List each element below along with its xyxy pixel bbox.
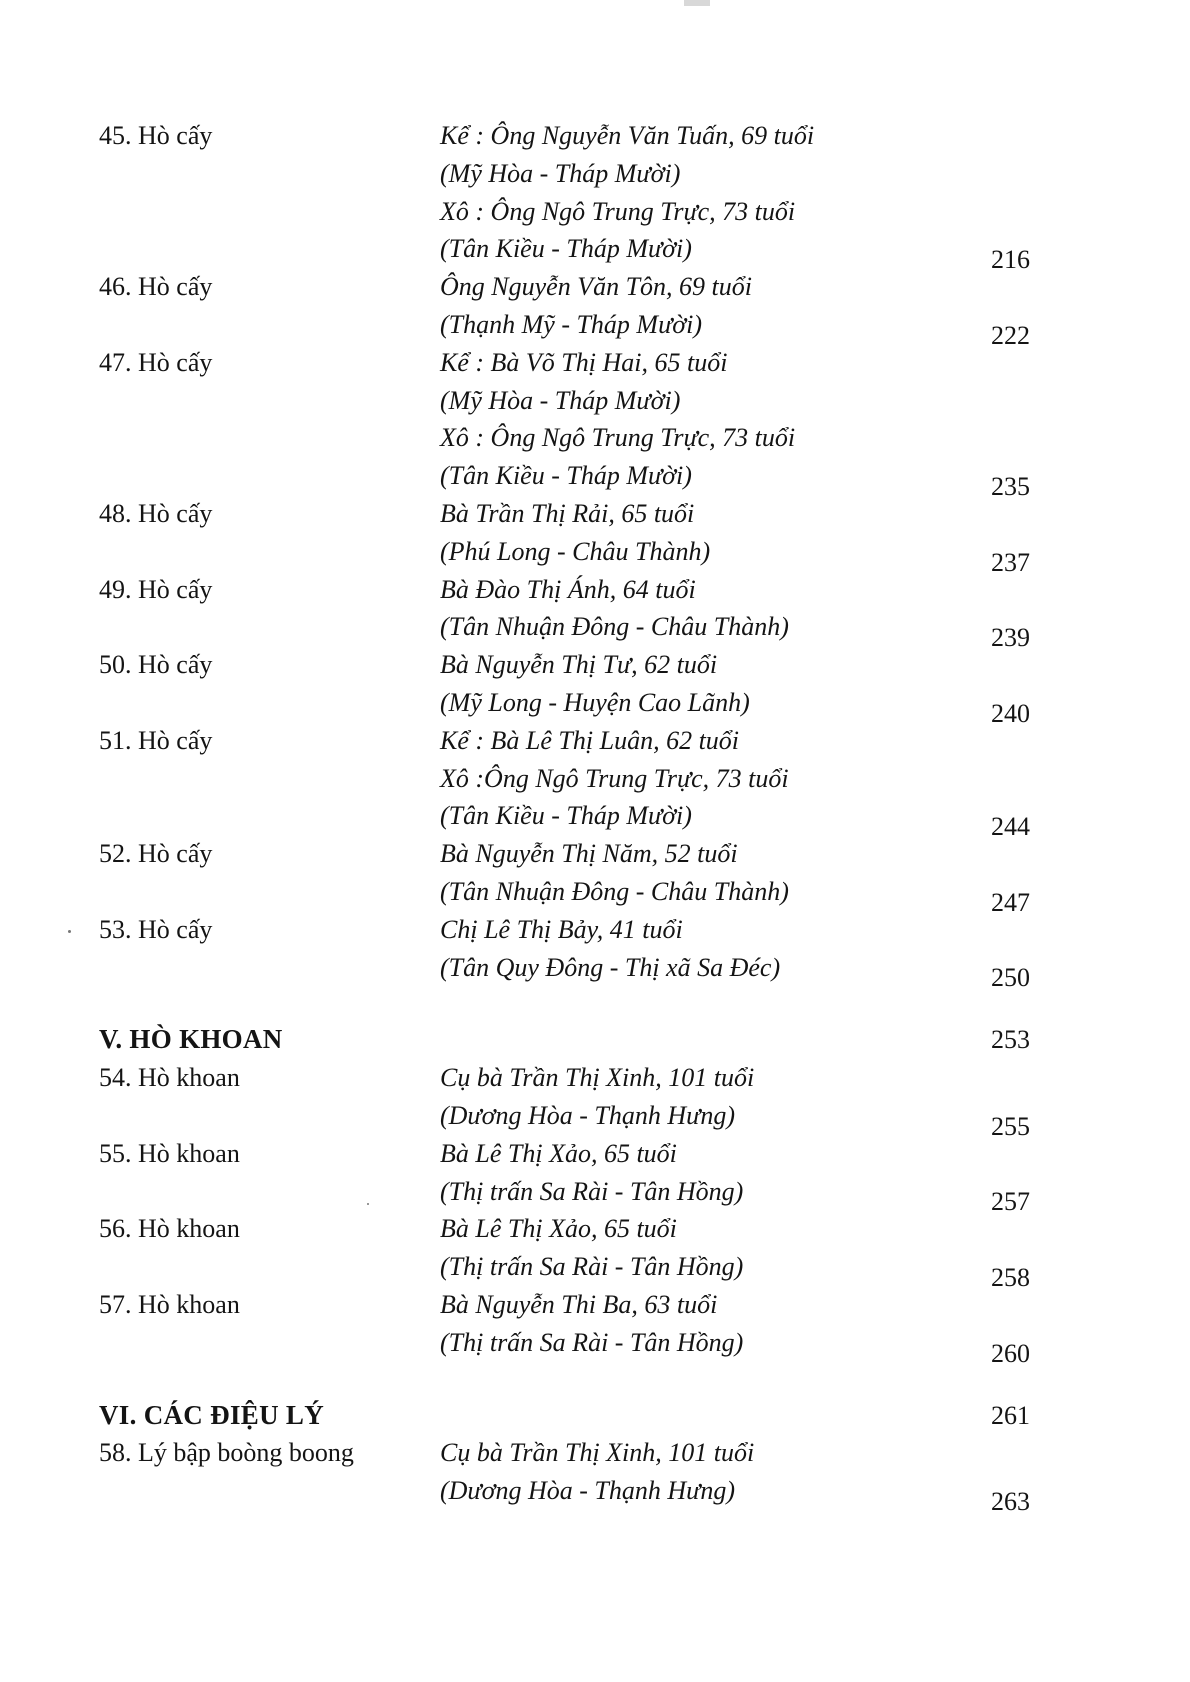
section-title: VI. CÁC ĐIỆU LÝ bbox=[99, 1399, 325, 1430]
toc-entry-title: 54. Hò khoan bbox=[99, 1063, 240, 1093]
section-page-number: 253 bbox=[991, 1025, 1030, 1055]
toc-entry-line bbox=[0, 344, 1190, 382]
toc-entry-line bbox=[0, 495, 1190, 533]
toc-entry-line bbox=[0, 722, 1190, 760]
toc-entry-informant: (Phú Long - Châu Thành) bbox=[440, 536, 711, 566]
toc-entry-title: 46. Hò cấy bbox=[99, 272, 213, 302]
toc-entry-line bbox=[0, 835, 1190, 873]
toc-entry-informant: (Thị trấn Sa Rài - Tân Hồng) bbox=[440, 1176, 744, 1206]
toc-entry bbox=[0, 911, 1190, 993]
toc-entry-page-number: 239 bbox=[991, 623, 1030, 653]
toc-entry-informant: (Tân Nhuận Đông - Châu Thành) bbox=[440, 876, 789, 906]
toc-entry-informant: Xô : Ông Ngô Trung Trực, 73 tuổi bbox=[440, 196, 796, 226]
toc-entry-page-number: 258 bbox=[991, 1262, 1030, 1292]
toc-entry bbox=[0, 344, 1190, 501]
toc-entry-line bbox=[0, 911, 1190, 949]
toc-entry-informant: Xô : Ông Ngô Trung Trực, 73 tuổi bbox=[440, 423, 796, 453]
toc-entry-title: 51. Hò cấy bbox=[99, 725, 213, 755]
page-top-mark bbox=[684, 0, 710, 6]
toc-entry-title: 47. Hò cấy bbox=[99, 347, 213, 377]
toc-entry-informant: Cụ bà Trần Thị Xinh, 101 tuổi bbox=[440, 1063, 755, 1093]
toc-entry-page-number: 216 bbox=[991, 245, 1030, 275]
toc-entry-title: 48. Hò cấy bbox=[99, 498, 213, 528]
toc-entry-title: 49. Hò cấy bbox=[99, 574, 213, 604]
toc-entry-line bbox=[0, 382, 1190, 420]
toc-entry-informant: Bà Nguyễn Thi Ba, 63 tuổi bbox=[440, 1289, 718, 1319]
toc-entry-informant: (Mỹ Hòa - Tháp Mười) bbox=[440, 385, 681, 415]
table-of-contents bbox=[0, 117, 1190, 1516]
toc-entry-informant: Chị Lê Thị Bảy, 41 tuổi bbox=[440, 914, 683, 944]
toc-entry bbox=[0, 1434, 1190, 1516]
toc-entry-page-number: 247 bbox=[991, 887, 1030, 917]
toc-entry-informant: Ông Nguyễn Văn Tôn, 69 tuổi bbox=[440, 272, 752, 302]
toc-entry-informant: Kể : Bà Lê Thị Luân, 62 tuổi bbox=[440, 725, 740, 755]
toc-entry-informant: (Mỹ Hòa - Tháp Mười) bbox=[440, 158, 681, 188]
toc-entry-line bbox=[0, 268, 1190, 306]
section-page-number: 261 bbox=[991, 1400, 1030, 1430]
toc-entry-line bbox=[0, 117, 1190, 155]
toc-entry-informant: Kể : Bà Võ Thị Hai, 65 tuổi bbox=[440, 347, 728, 377]
toc-entry-informant: (Tân Kiều - Tháp Mười) bbox=[440, 801, 692, 831]
toc-entry-informant: Bà Lê Thị Xảo, 65 tuổi bbox=[440, 1214, 677, 1244]
toc-entry bbox=[0, 1286, 1190, 1368]
toc-entry-informant: (Thị trấn Sa Rài - Tân Hồng) bbox=[440, 1252, 744, 1282]
toc-entry bbox=[0, 268, 1190, 350]
toc-entry-title: 55. Hò khoan bbox=[99, 1138, 240, 1168]
toc-entry bbox=[0, 1210, 1190, 1292]
toc-entry-page-number: 263 bbox=[991, 1486, 1030, 1516]
toc-entry-page-number: 255 bbox=[991, 1111, 1030, 1141]
toc-entry bbox=[0, 117, 1190, 275]
entries-hò-khoan bbox=[0, 1059, 1190, 1368]
toc-entry-page-number: 260 bbox=[991, 1338, 1030, 1368]
entries-hò-cấy bbox=[0, 117, 1190, 993]
toc-entry-informant: Xô :Ông Ngô Trung Trực, 73 tuổi bbox=[440, 763, 789, 793]
toc-entry-informant: (Thị trấn Sa Rài - Tân Hồng) bbox=[440, 1327, 744, 1357]
toc-entry-informant: Bà Trần Thị Rải, 65 tuổi bbox=[440, 498, 695, 528]
toc-entry-line bbox=[0, 155, 1190, 193]
toc-entry-informant: Bà Nguyễn Thị Năm, 52 tuổi bbox=[440, 839, 738, 869]
toc-entry-line bbox=[0, 419, 1190, 457]
toc-entry-line bbox=[0, 760, 1190, 798]
toc-entry-page-number: 237 bbox=[991, 547, 1030, 577]
toc-entry bbox=[0, 495, 1190, 577]
toc-entry-line bbox=[0, 1286, 1190, 1324]
toc-entry-line bbox=[0, 1059, 1190, 1097]
entries-các-điệu-lý bbox=[0, 1434, 1190, 1516]
toc-entry bbox=[0, 1135, 1190, 1217]
toc-entry-page-number: 244 bbox=[991, 812, 1030, 842]
toc-entry bbox=[0, 722, 1190, 842]
toc-entry-informant: (Dương Hòa - Thạnh Hưng) bbox=[440, 1100, 736, 1130]
toc-entry-informant: (Mỹ Long - Huyện Cao Lãnh) bbox=[440, 687, 750, 717]
toc-entry-title: 57. Hò khoan bbox=[99, 1289, 240, 1319]
toc-entry-page-number: 257 bbox=[991, 1187, 1030, 1217]
toc-entry-title: 52. Hò cấy bbox=[99, 839, 213, 869]
toc-entry-line bbox=[0, 1210, 1190, 1248]
section-heading-cac-dieu-ly bbox=[0, 1397, 1190, 1435]
toc-entry-informant: Bà Lê Thị Xảo, 65 tuổi bbox=[440, 1138, 677, 1168]
toc-entry-title: 58. Lý bập boòng boong bbox=[99, 1438, 354, 1468]
toc-entry-informant: (Thạnh Mỹ - Tháp Mười) bbox=[440, 309, 703, 339]
toc-entry-title: 50. Hò cấy bbox=[99, 650, 213, 680]
toc-entry-page-number: 235 bbox=[991, 471, 1030, 501]
toc-entry-informant: (Tân Quy Đông - Thị xã Sa Đéc) bbox=[440, 952, 781, 982]
toc-entry-informant: (Tân Kiều - Tháp Mười) bbox=[440, 234, 692, 264]
section-heading-ho-khoan bbox=[0, 1021, 1190, 1059]
toc-entry-informant: Bà Nguyễn Thị Tư, 62 tuổi bbox=[440, 650, 718, 680]
toc-entry-line bbox=[0, 571, 1190, 609]
toc-entry-title: 45. Hò cấy bbox=[99, 121, 213, 150]
toc-entry bbox=[0, 646, 1190, 728]
toc-entry-informant: (Dương Hòa - Thạnh Hưng) bbox=[440, 1476, 736, 1506]
toc-entry bbox=[0, 571, 1190, 653]
toc-entry-informant: (Tân Nhuận Đông - Châu Thành) bbox=[440, 612, 789, 642]
toc-entry-title: 53. Hò cấy bbox=[99, 914, 213, 944]
toc-entry-informant: Kể : Ông Nguyễn Văn Tuấn, 69 tuổi bbox=[440, 121, 815, 150]
toc-entry-informant: Cụ bà Trần Thị Xinh, 101 tuổi bbox=[440, 1438, 755, 1468]
section-title: V. HÒ KHOAN bbox=[99, 1024, 283, 1055]
toc-entry-line bbox=[0, 646, 1190, 684]
toc-entry-line bbox=[0, 1434, 1190, 1472]
toc-entry-informant: (Tân Kiều - Tháp Mười) bbox=[440, 461, 692, 491]
toc-entry-informant: Bà Đào Thị Ánh, 64 tuổi bbox=[440, 574, 696, 604]
toc-entry-page-number: 222 bbox=[991, 320, 1030, 350]
toc-entry-page-number: 250 bbox=[991, 963, 1030, 993]
toc-entry-page-number: 240 bbox=[991, 698, 1030, 728]
toc-entry-line bbox=[0, 1135, 1190, 1173]
toc-entry-title: 56. Hò khoan bbox=[99, 1214, 240, 1244]
toc-entry bbox=[0, 835, 1190, 917]
toc-entry-line bbox=[0, 193, 1190, 231]
toc-entry bbox=[0, 1059, 1190, 1141]
